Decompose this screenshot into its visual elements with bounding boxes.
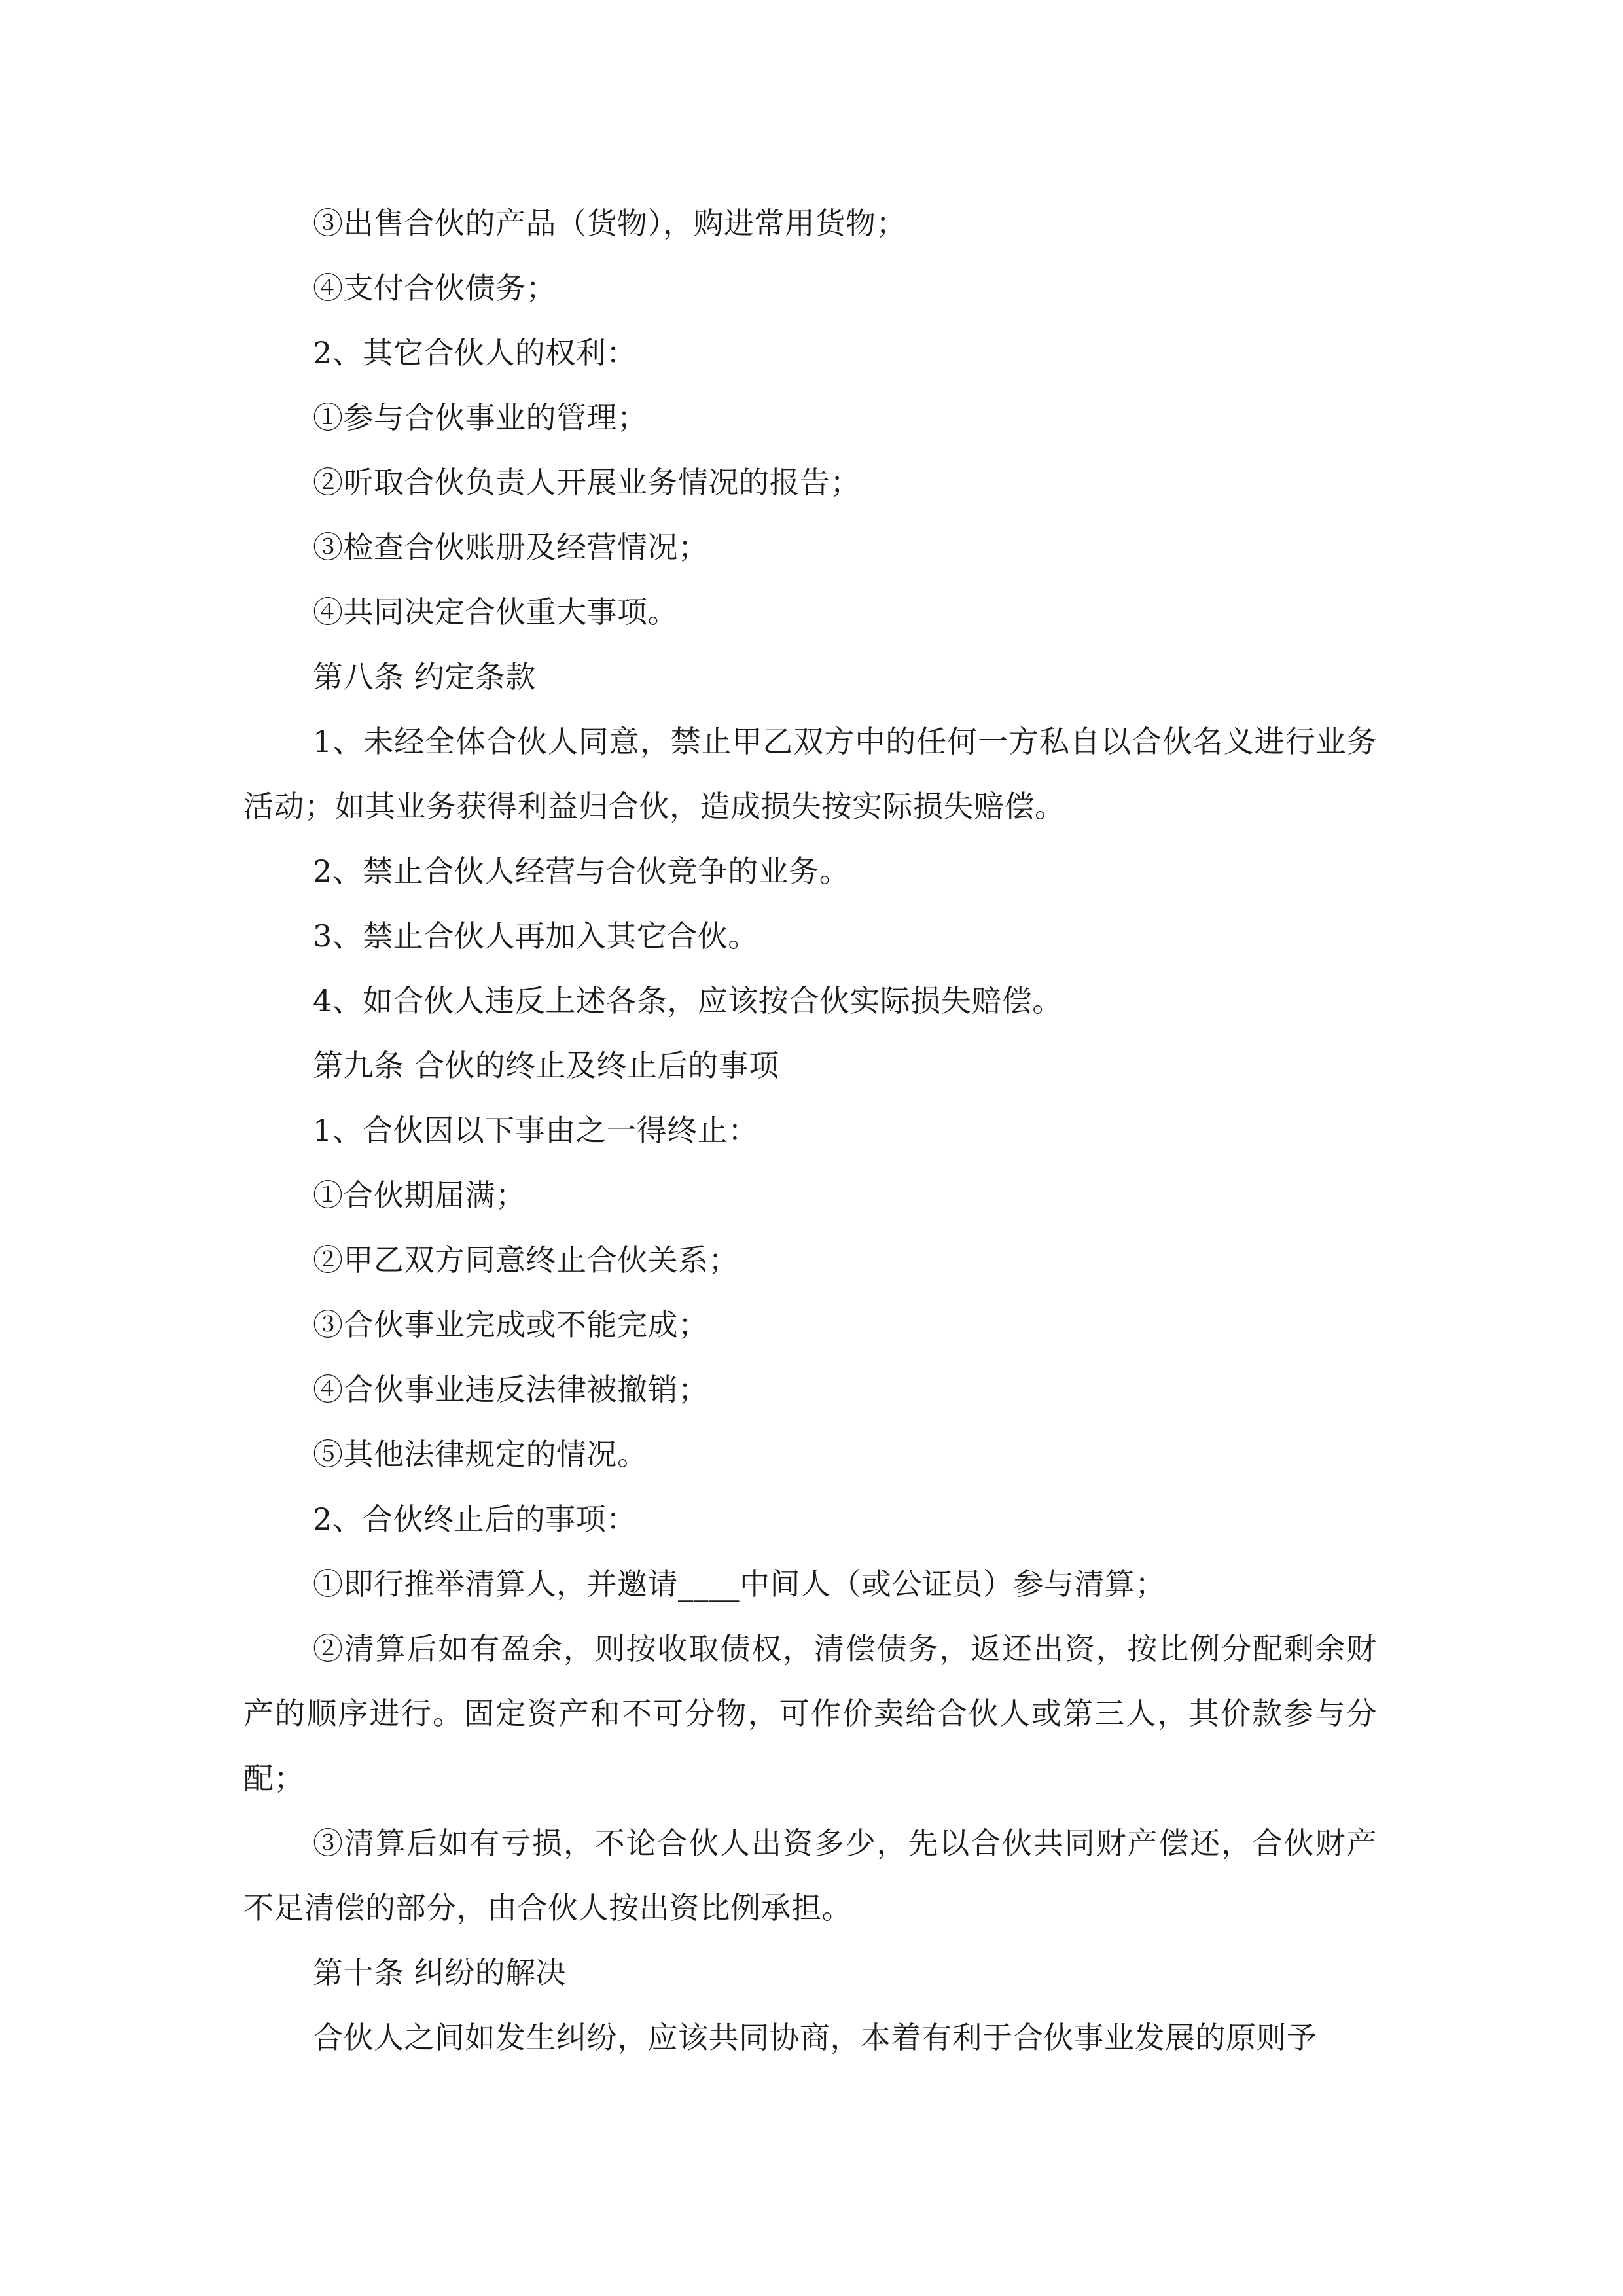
- article-heading: 第九条 合伙的终止及终止后的事项: [313, 1048, 779, 1083]
- list-heading: 1、合伙因以下事由之一得终止：: [313, 1113, 758, 1148]
- list-item: ⑤其他法律规定的情况。: [313, 1437, 648, 1472]
- list-item: ③检查合伙账册及经营情况；: [313, 529, 709, 565]
- list-item: ②听取合伙负责人开展业务情况的报告；: [313, 465, 861, 500]
- article-heading: 第十条 纠纷的解决: [313, 1955, 567, 1990]
- list-heading: 2、其它合伙人的权利：: [313, 335, 637, 370]
- list-item: ③清算后如有亏损，不论合伙人出资多少，先以合伙共同财产偿还，合伙财产不足清偿的部分，由合伙人按出资比例承担。: [243, 1825, 1377, 1926]
- list-item: ④合伙事业违反法律被撤销；: [313, 1372, 709, 1407]
- list-item: ②甲乙双方同意终止合伙关系；: [313, 1242, 739, 1278]
- list-item: ①合伙期届满；: [313, 1177, 526, 1213]
- list-item: ①参与合伙事业的管理；: [313, 400, 648, 435]
- list-item: ④共同决定合伙重大事项。: [313, 594, 678, 630]
- document-body: [243, 191, 1377, 2070]
- clause-paragraph: 2、禁止合伙人经营与合伙竞争的业务。: [313, 853, 850, 889]
- list-heading: 2、合伙终止后的事项：: [313, 1501, 637, 1537]
- list-item: ②清算后如有盈余，则按收取债权，清偿债务，返还出资，按比例分配剩余财产的顺序进行。固定资产和不可分物，可作价卖给合伙人或第三人，其价款参与分配；: [243, 1631, 1377, 1796]
- clause-paragraph: 合伙人之间如发生纠纷，应该共同协商，本着有利于合伙事业发展的原则予: [313, 2020, 1317, 2055]
- clause-paragraph: 3、禁止合伙人再加入其它合伙。: [313, 918, 758, 954]
- list-item: ④支付合伙债务；: [313, 270, 556, 306]
- clause-paragraph: 1、未经全体合伙人同意，禁止甲乙双方中的任何一方私自以合伙名义进行业务活动；如其业务获得利益归合伙，造成损失按实际损失赔偿。: [243, 724, 1377, 824]
- list-item: ③出售合伙的产品（货物），购进常用货物；: [313, 206, 906, 241]
- clause-paragraph: 4、如合伙人违反上述各条，应该按合伙实际损失赔偿。: [313, 983, 1063, 1018]
- list-item: ③合伙事业完成或不能完成；: [313, 1307, 709, 1342]
- list-item: ①即行推举清算人，并邀请____中间人（或公证员）参与清算；: [313, 1566, 1166, 1602]
- article-heading: 第八条 约定条款: [313, 659, 536, 694]
